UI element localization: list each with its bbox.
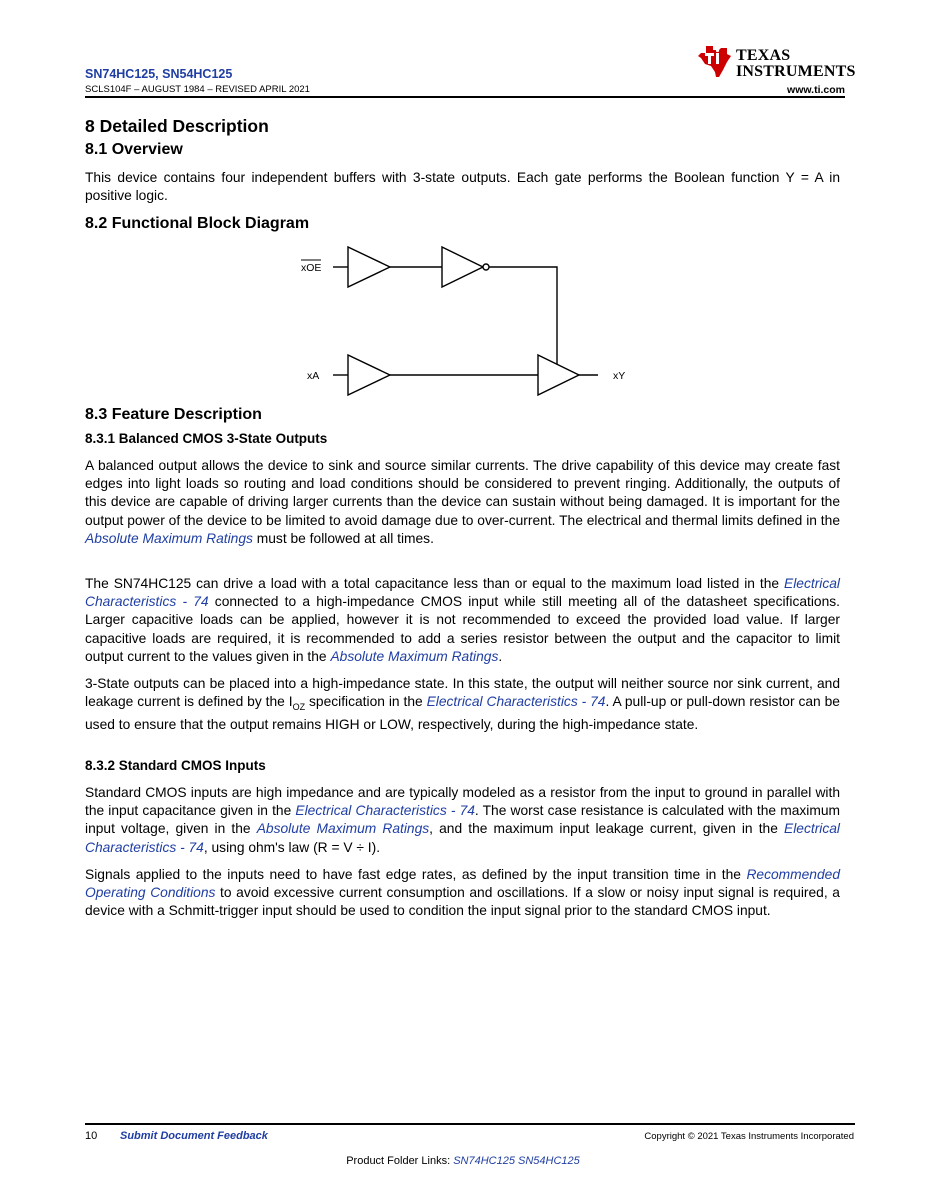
balanced-outputs-paragraph-1 xyxy=(85,457,840,548)
section-8-3-2-title: 8.3.2 Standard CMOS Inputs xyxy=(85,758,266,773)
product-folder-link[interactable]: SN74HC125 SN54HC125 xyxy=(453,1155,580,1167)
text-run: A balanced output allows the device to sink and source similar currents. The drive capability of this device may create fast edges into light loads so routing and load conditions should be considered to prevent ringing. Additionally, the outputs of this device are capable of driving larger currents than the device can sustain without being damaged. It is important for the output power of the device to be limited to avoid damage due to over-current. The electrical and thermal limits defined in the xyxy=(85,458,840,528)
section-8-1-title: 8.1 Overview xyxy=(85,141,183,158)
oe-inverter-gate xyxy=(442,247,483,287)
header-website-link[interactable]: www.ti.com xyxy=(787,84,845,96)
product-folder-links xyxy=(0,1155,926,1167)
functional-block-diagram xyxy=(290,236,640,406)
text-run: , using ohm's law (R = V ÷ I). xyxy=(203,839,381,855)
header-part-numbers: SN74HC125, SN54HC125 xyxy=(85,67,233,81)
text-run: . xyxy=(498,648,503,664)
page-number: 10 xyxy=(85,1130,98,1142)
text-run: . A pull-up or pull-down resistor can be used to ensure that the output remains HIGH or LOW, respectively, during the high-impedance state. xyxy=(85,694,840,733)
text-run: . The worst case resistance is calculated with the maximum input voltage, given in the xyxy=(85,803,840,837)
submit-feedback-link[interactable]: Submit Document Feedback xyxy=(120,1130,268,1142)
link-absolute-maximum-ratings[interactable]: Absolute Maximum Ratings xyxy=(85,530,253,546)
ti-logo-icon xyxy=(697,44,735,80)
cmos-inputs-paragraph-2 xyxy=(85,866,840,921)
inverter-bubble xyxy=(483,264,489,270)
text-run: , and the maximum input leakage current, given in the xyxy=(429,821,785,837)
cmos-inputs-paragraph-1 xyxy=(85,784,840,857)
oe-buffer-gate xyxy=(348,247,390,287)
link-absolute-maximum-ratings[interactable]: Absolute Maximum Ratings xyxy=(256,821,430,837)
link-electrical-characteristics[interactable]: Electrical Characteristics - 74 xyxy=(85,576,840,610)
text-run: The SN74HC125 can drive a load with a total capacitance less than or equal to the maximum load listed in the xyxy=(85,576,785,591)
text-run: specification in the xyxy=(305,694,427,710)
product-folder-label: Product Folder Links: xyxy=(346,1155,454,1167)
header-doc-line: SCLS104F – AUGUST 1984 – REVISED APRIL 2021 xyxy=(85,84,310,95)
link-electrical-characteristics[interactable]: Electrical Characteristics - 74 xyxy=(426,694,606,710)
section-8-3-1-title: 8.3.1 Balanced CMOS 3-State Outputs xyxy=(85,431,328,446)
a-buffer-gate xyxy=(348,355,390,395)
overview-paragraph: This device contains four independent buffers with 3-state outputs. Each gate performs the Boolean function Y = A in positive logic. xyxy=(85,170,840,204)
link-recommended-operating-conditions[interactable]: Recommended Operating Conditions xyxy=(85,867,840,901)
enable-wire xyxy=(489,267,557,364)
label-oe: xOE xyxy=(301,262,322,274)
section-8-2-title: 8.2 Functional Block Diagram xyxy=(85,215,310,232)
text-run: connected to a high-impedance CMOS input while still meeting all of the datasheet specifications. Larger capacitive loads can be applied, however it is not recommended to exceed the provided load value. If larger capacitive loads are required, it is recommended to add a series resistor between the output and the capacitor to limit output current to the values given in the xyxy=(85,594,841,664)
balanced-outputs-paragraph-2 xyxy=(85,575,840,666)
link-absolute-maximum-ratings[interactable]: Absolute Maximum Ratings xyxy=(330,648,499,664)
label-y: xY xyxy=(613,370,626,382)
balanced-outputs-paragraph-3 xyxy=(85,675,840,734)
footer-rule xyxy=(85,1123,855,1125)
section-8-3-title: 8.3 Feature Description xyxy=(85,406,262,423)
output-tristate-buffer xyxy=(538,355,579,395)
text-run: Signals applied to the inputs need to have fast edge rates, as defined by the input transition time in the xyxy=(85,867,747,882)
text-run: 3-State outputs can be placed into a high-impedance state. In this state, the output will neither source nor sink current, and leakage current is defined by the I xyxy=(85,676,840,710)
header-rule xyxy=(85,96,845,98)
link-electrical-characteristics[interactable]: Electrical Characteristics - 74 xyxy=(295,803,475,819)
logo-text-texas: TEXAS xyxy=(736,47,791,64)
copyright-text: Copyright © 2021 Texas Instruments Incorporated xyxy=(644,1131,854,1142)
text-run: to avoid excessive current consumption and oscillations. If a slow or noisy input signal is required, a device with a Schmitt-trigger input should be used to condition the input signal prior to the standard CMOS input. xyxy=(85,885,840,919)
text-run: Standard CMOS inputs are high impedance and are typically modeled as a resistor from the input to ground in parallel with the input capacitance given in the xyxy=(85,785,840,819)
label-a: xA xyxy=(307,370,320,382)
logo-text-instruments: INSTRUMENTS xyxy=(736,63,856,80)
subscript-oz: OZ xyxy=(292,701,306,712)
link-electrical-characteristics[interactable]: Electrical Characteristics - 74 xyxy=(85,821,840,855)
text-run: must be followed at all times. xyxy=(252,530,434,546)
section-8-title: 8 Detailed Description xyxy=(85,116,269,136)
